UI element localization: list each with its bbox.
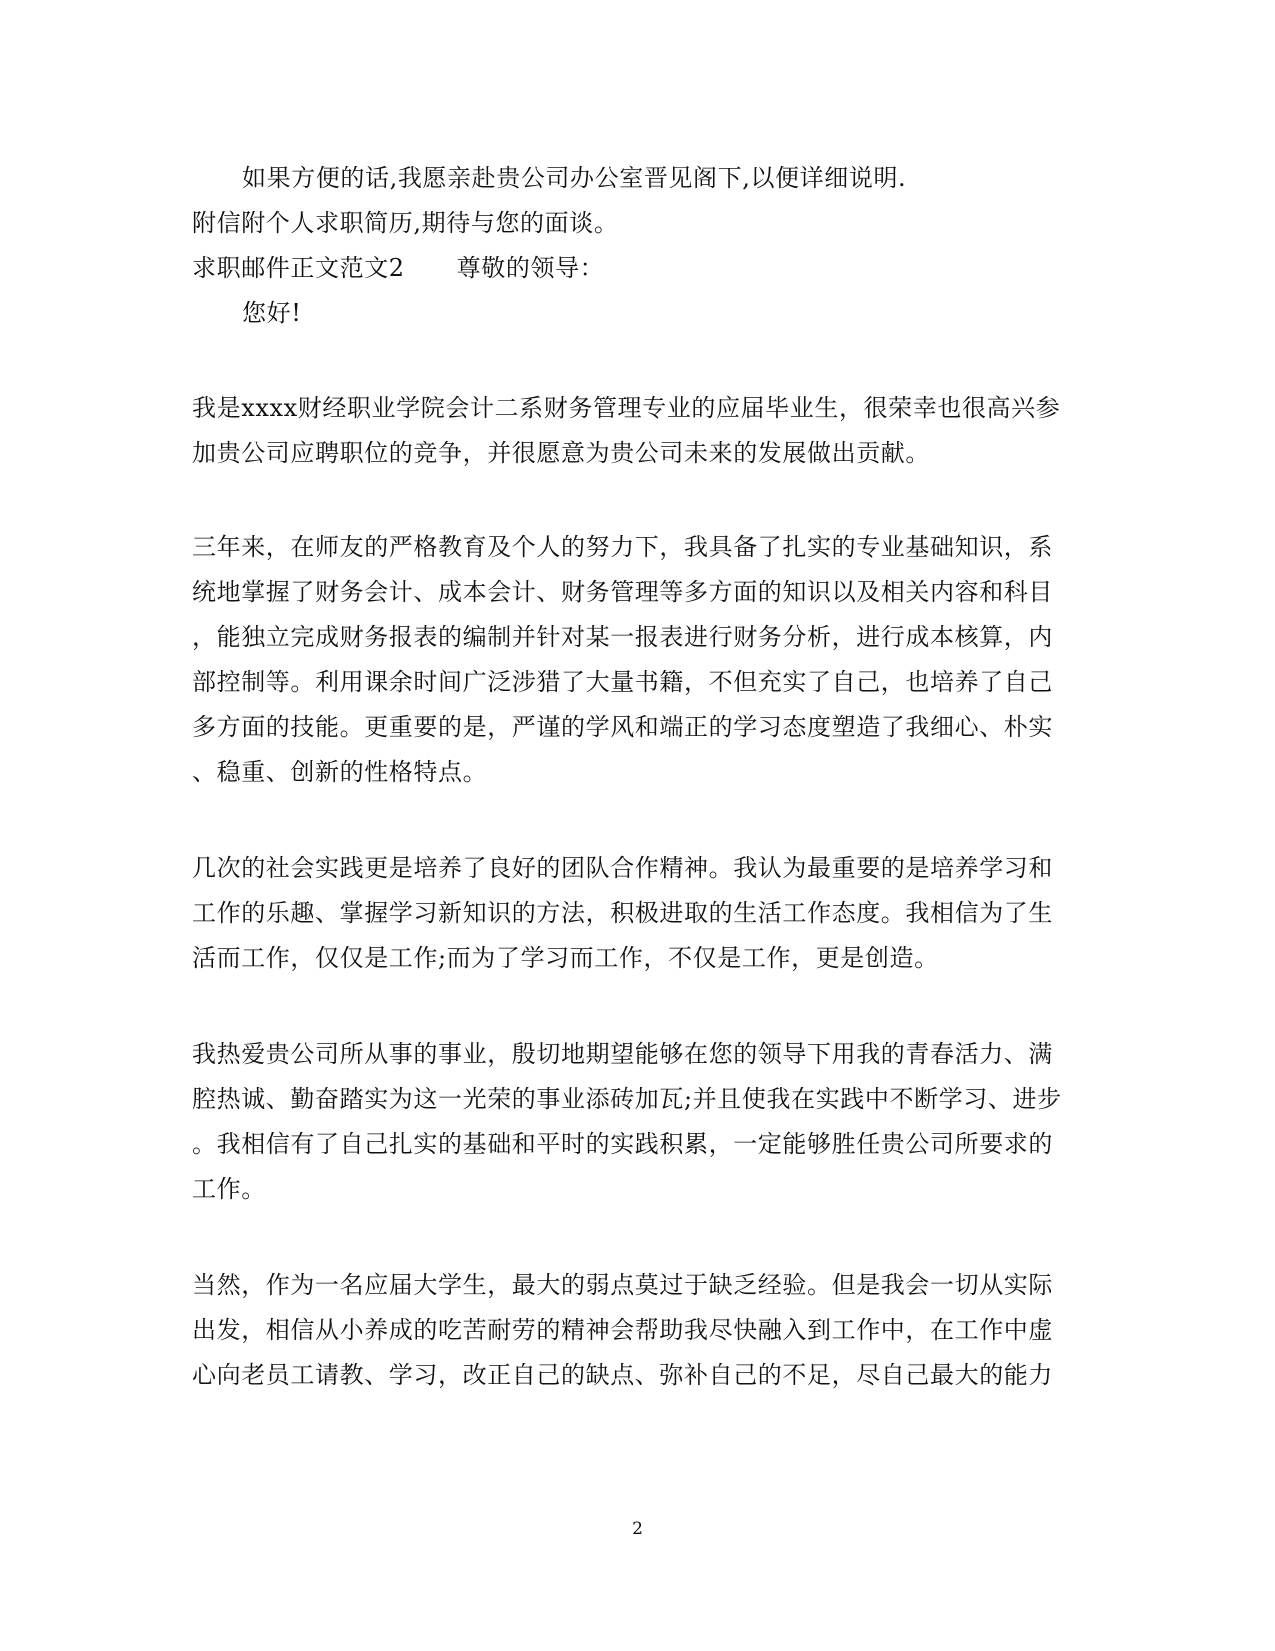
paragraph-2-line-5: 多方面的技能。更重要的是，严谨的学风和端正的学习态度塑造了我细心、朴实 bbox=[192, 713, 1053, 741]
section-heading-row bbox=[192, 253, 604, 283]
paragraph-5-line-3: 心向老员工请教、学习，改正自己的缺点、弥补自己的不足，尽自己最大的能力 bbox=[192, 1361, 1053, 1389]
paragraph-4-line-1: 我热爱贵公司所从事的事业，殷切地期望能够在您的领导下用我的青春活力、满 bbox=[192, 1040, 1053, 1068]
intro-line-1: 如果方便的话,我愿亲赴贵公司办公室晋见阁下,以便详细说明. bbox=[242, 164, 907, 192]
paragraph-5-line-2: 出发，相信从小养成的吃苦耐劳的精神会帮助我尽快融入到工作中，在工作中虚 bbox=[192, 1316, 1053, 1344]
paragraph-1-line-1: 我是xxxx财经职业学院会计二系财务管理专业的应届毕业生，很荣幸也很高兴参 bbox=[192, 394, 1061, 422]
paragraph-2-line-6: 、稳重、创新的性格特点。 bbox=[192, 758, 488, 786]
salutation: 尊敬的领导： bbox=[456, 254, 605, 282]
paragraph-3-line-1: 几次的社会实践更是培养了良好的团队合作精神。我认为最重要的是培养学习和 bbox=[192, 854, 1053, 882]
paragraph-4-line-3: 。我相信有了自己扎实的基础和平时的实践积累，一定能够胜任贵公司所要求的 bbox=[192, 1130, 1053, 1158]
intro-line-2: 附信附个人求职简历,期待与您的面谈。 bbox=[192, 209, 619, 237]
section-title: 求职邮件正文范文2 bbox=[192, 254, 405, 282]
paragraph-1-line-2: 加贵公司应聘职位的竞争，并很愿意为贵公司未来的发展做出贡献。 bbox=[192, 439, 930, 467]
page-number: 2 bbox=[632, 1519, 643, 1539]
greeting: 您好! bbox=[242, 299, 302, 327]
paragraph-2-line-3: ，能独立完成财务报表的编制并针对某一报表进行财务分析，进行成本核算，内 bbox=[192, 623, 1053, 651]
paragraph-2-line-4: 部控制等。利用课余时间广泛涉猎了大量书籍，不但充实了自己，也培养了自己 bbox=[192, 668, 1053, 696]
paragraph-2-line-2: 统地掌握了财务会计、成本会计、财务管理等多方面的知识以及相关内容和科目 bbox=[192, 578, 1053, 606]
paragraph-3-line-3: 活而工作，仅仅是工作;而为了学习而工作，不仅是工作，更是创造。 bbox=[192, 944, 939, 972]
paragraph-3-line-2: 工作的乐趣、掌握学习新知识的方法，积极进取的生活工作态度。我相信为了生 bbox=[192, 899, 1053, 927]
paragraph-4-line-2: 腔热诚、勤奋踏实为这一光荣的事业添砖加瓦;并且使我在实践中不断学习、进步 bbox=[192, 1085, 1062, 1113]
paragraph-5-line-1: 当然，作为一名应届大学生，最大的弱点莫过于缺乏经验。但是我会一切从实际 bbox=[192, 1271, 1053, 1299]
paragraph-2-line-1: 三年来，在师友的严格教育及个人的努力下，我具备了扎实的专业基础知识，系 bbox=[192, 533, 1053, 561]
paragraph-4-line-4: 工作。 bbox=[192, 1175, 266, 1203]
